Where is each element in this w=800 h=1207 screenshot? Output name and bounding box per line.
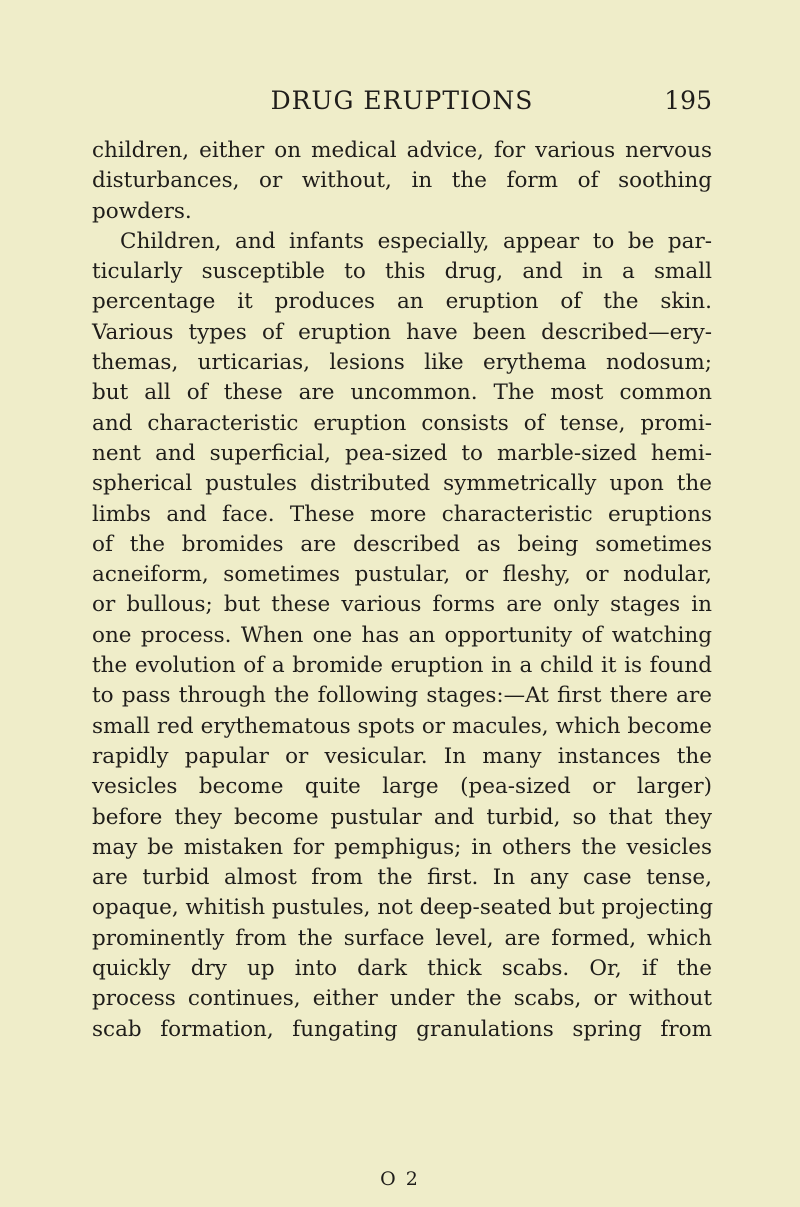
text-line: children, either on medical advice, for various nervous xyxy=(92,138,712,163)
text-line: themas, urticarias, lesions like erythema nodosum; xyxy=(92,350,712,376)
signature-mark: O 2 xyxy=(380,1168,420,1190)
text-line: scab formation, fungating granulations spring from xyxy=(92,1016,712,1042)
text-line: disturbances, or without, in the form of soothing xyxy=(92,168,712,194)
text-line: Children, and infants especially, appear to be par- xyxy=(120,228,712,254)
text-line: rapidly papular or vesicular. In many instances the xyxy=(92,743,712,769)
text-line: acneiform, sometimes pustular, or fleshy, or nodular, xyxy=(92,562,712,588)
text-line: percentage it produces an eruption of the skin. xyxy=(92,289,712,315)
text-line: quickly dry up into dark thick scabs. Or, if the xyxy=(92,956,712,982)
text-line: nent and superficial, pea-sized to marble-sized hemi- xyxy=(92,440,712,466)
text-line: Various types of eruption have been described—ery- xyxy=(92,319,712,345)
text-line: or bullous; but these various forms are only stages in xyxy=(92,592,712,618)
text-line: process continues, either under the scabs, or without xyxy=(92,986,712,1012)
text-line: limbs and face. These more characteristic eruptions xyxy=(92,501,712,527)
text-line: one process. When one has an opportunity of watching xyxy=(92,622,712,648)
text-line: spherical pustules distributed symmetrically upon the xyxy=(92,471,712,497)
text-line: the evolution of a bromide eruption in a child it is found xyxy=(92,653,712,679)
text-line: of the bromides are described as being sometimes xyxy=(92,531,712,557)
text-line: prominently from the surface level, are formed, which xyxy=(92,925,712,951)
text-line: but all of these are uncommon. The most common xyxy=(92,380,712,406)
running-title: DRUG ERUPTIONS xyxy=(270,86,534,115)
text-line: before they become pustular and turbid, so that they xyxy=(92,804,712,830)
text-line: to pass through the following stages:—At first there are xyxy=(92,683,712,709)
text-line: and characteristic eruption consists of tense, promi- xyxy=(92,410,712,436)
text-line: are turbid almost from the first. In any case tense, xyxy=(92,865,712,891)
text-line: small red erythematous spots or macules, which become xyxy=(92,713,712,739)
text-line: ticularly susceptible to this drug, and in a small xyxy=(92,259,712,285)
text-line: may be mistaken for pemphigus; in others the vesicles xyxy=(92,834,712,860)
text-line: vesicles become quite large (pea-sized or larger) xyxy=(92,774,712,800)
text-line: opaque, whitish pustules, not deep-seated but projecting xyxy=(92,895,713,921)
text-line: powders. xyxy=(92,198,192,224)
body-text xyxy=(92,136,712,1045)
page-header xyxy=(92,86,712,126)
page-number: 195 xyxy=(664,86,712,115)
